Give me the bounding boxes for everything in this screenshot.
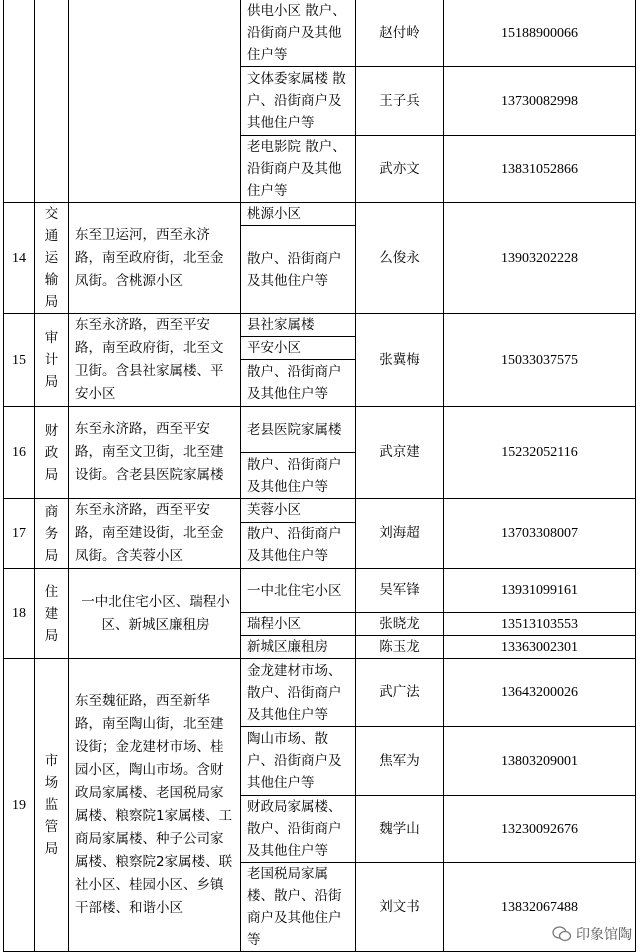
contact-phone: 13513103553 bbox=[444, 613, 636, 636]
table-row bbox=[4, 203, 636, 226]
watermark-text: 印象馆陶 bbox=[576, 927, 632, 943]
row-number: 17 bbox=[4, 499, 35, 569]
assignment-table bbox=[3, 0, 636, 952]
contact-phone: 15232052116 bbox=[444, 407, 636, 499]
contact-name: 武广法 bbox=[356, 659, 444, 727]
area-cell: 老县医院家属楼 bbox=[241, 407, 356, 453]
area-cell: 散户、沿街商户及其他住户等 bbox=[241, 522, 356, 568]
area-cell: 一中北住宅小区 bbox=[241, 569, 356, 613]
row-number: 14 bbox=[4, 203, 35, 314]
contact-phone: 13831052866 bbox=[444, 136, 636, 203]
wechat-icon bbox=[552, 926, 572, 942]
department-name: 市场监管局 bbox=[35, 659, 69, 952]
contact-name: 武京建 bbox=[356, 407, 444, 499]
area-cell: 财政局家属楼、散户、沿街商户及其他住户等 bbox=[241, 796, 356, 863]
contact-phone: 13832067488 bbox=[444, 863, 636, 952]
contact-phone: 13931099161 bbox=[444, 569, 636, 613]
area-cell: 散户、沿街商户及其他住户等 bbox=[241, 453, 356, 499]
contact-name: 张冀梅 bbox=[356, 314, 444, 407]
contact-phone: 15188900066 bbox=[444, 0, 636, 67]
area-cell: 老国税局家属楼、散户、沿街商户及其他住户等 bbox=[241, 863, 356, 952]
scope-cell bbox=[69, 0, 241, 203]
scope-text: 东至永济路，西至平安路，南至政府街，北至文卫街。含县社家属楼、平安小区 bbox=[69, 314, 241, 407]
contact-name: 陈玉龙 bbox=[356, 636, 444, 659]
department-cell bbox=[35, 0, 69, 203]
table-row bbox=[4, 499, 636, 523]
contact-name: 焦军为 bbox=[356, 727, 444, 796]
contact-name: 么俊永 bbox=[356, 203, 444, 314]
contact-phone: 13803209001 bbox=[444, 727, 636, 796]
area-cell: 桃源小区 bbox=[241, 203, 356, 226]
area-cell: 文体委家属楼 散户、沿街商户及其他住户等 bbox=[241, 67, 356, 136]
area-cell: 供电小区 散户、沿街商户及其他住户等 bbox=[241, 0, 356, 67]
table-row bbox=[4, 569, 636, 613]
department-name: 商务局 bbox=[35, 499, 69, 569]
area-cell: 散户、沿街商户及其他住户等 bbox=[241, 226, 356, 314]
area-cell: 平安小区 bbox=[241, 337, 356, 360]
contact-phone: 13903202228 bbox=[444, 203, 636, 314]
department-name: 财政局 bbox=[35, 407, 69, 499]
contact-name: 王子兵 bbox=[356, 67, 444, 136]
contact-name: 刘海超 bbox=[356, 499, 444, 569]
contact-name: 吴军锋 bbox=[356, 569, 444, 613]
scope-text: 东至卫运河，西至永济路，南至政府街，北至金凤街。含桃源小区 bbox=[69, 203, 241, 314]
area-cell: 陶山市场、散户、沿街商户及其他住户等 bbox=[241, 727, 356, 796]
contact-phone: 13230092676 bbox=[444, 796, 636, 863]
row-number-cell bbox=[4, 0, 35, 203]
scope-text: 一中北住宅小区、瑞程小区、新城区廉租房 bbox=[69, 569, 241, 659]
area-cell: 瑞程小区 bbox=[241, 613, 356, 636]
scope-text: 东至永济路，西至平安路，南至建设街，北至金凤街。含芙蓉小区 bbox=[69, 499, 241, 569]
area-cell: 散户、沿街商户及其他住户等 bbox=[241, 360, 356, 407]
contact-phone: 13703308007 bbox=[444, 499, 636, 569]
contact-name: 刘文书 bbox=[356, 863, 444, 952]
row-number: 18 bbox=[4, 569, 35, 659]
department-name: 审计局 bbox=[35, 314, 69, 407]
department-name: 住建局 bbox=[35, 569, 69, 659]
scope-text: 东至永济路，西至平安路，南至文卫街，北至建设街。含老县医院家属楼 bbox=[69, 407, 241, 499]
contact-phone: 15033037575 bbox=[444, 314, 636, 407]
area-cell: 新城区廉租房 bbox=[241, 636, 356, 659]
area-cell: 老电影院 散户、沿街商户及其他住户等 bbox=[241, 136, 356, 203]
contact-name: 武亦文 bbox=[356, 136, 444, 203]
row-number: 16 bbox=[4, 407, 35, 499]
department-name: 交通运输局 bbox=[35, 203, 69, 314]
area-cell: 芙蓉小区 bbox=[241, 499, 356, 523]
area-cell: 县社家属楼 bbox=[241, 314, 356, 337]
row-number: 19 bbox=[4, 659, 35, 952]
table-row bbox=[4, 407, 636, 453]
table-row bbox=[4, 659, 636, 727]
table-row bbox=[4, 0, 636, 67]
area-cell: 金龙建材市场、散户、沿街商户及其他住户等 bbox=[241, 659, 356, 727]
contact-phone: 13363002301 bbox=[444, 636, 636, 659]
contact-name: 张晓龙 bbox=[356, 613, 444, 636]
contact-phone: 13730082998 bbox=[444, 67, 636, 136]
contact-name: 赵付岭 bbox=[356, 0, 444, 67]
table-row bbox=[4, 314, 636, 337]
row-number: 15 bbox=[4, 314, 35, 407]
watermark bbox=[552, 924, 632, 944]
scope-text: 东至魏征路，西至新华路，南至陶山街，北至建设街；金龙建材市场、桂园小区，陶山市场。含财政局家属楼、老国税局家属楼、粮察院1家属楼、工商局家属楼、种子公司家属楼、粮察院2家属楼、联社小区、桂园小区、乡镇干部楼、和谐小区 bbox=[69, 659, 241, 952]
contact-phone: 13643200026 bbox=[444, 659, 636, 727]
contact-name: 魏学山 bbox=[356, 796, 444, 863]
